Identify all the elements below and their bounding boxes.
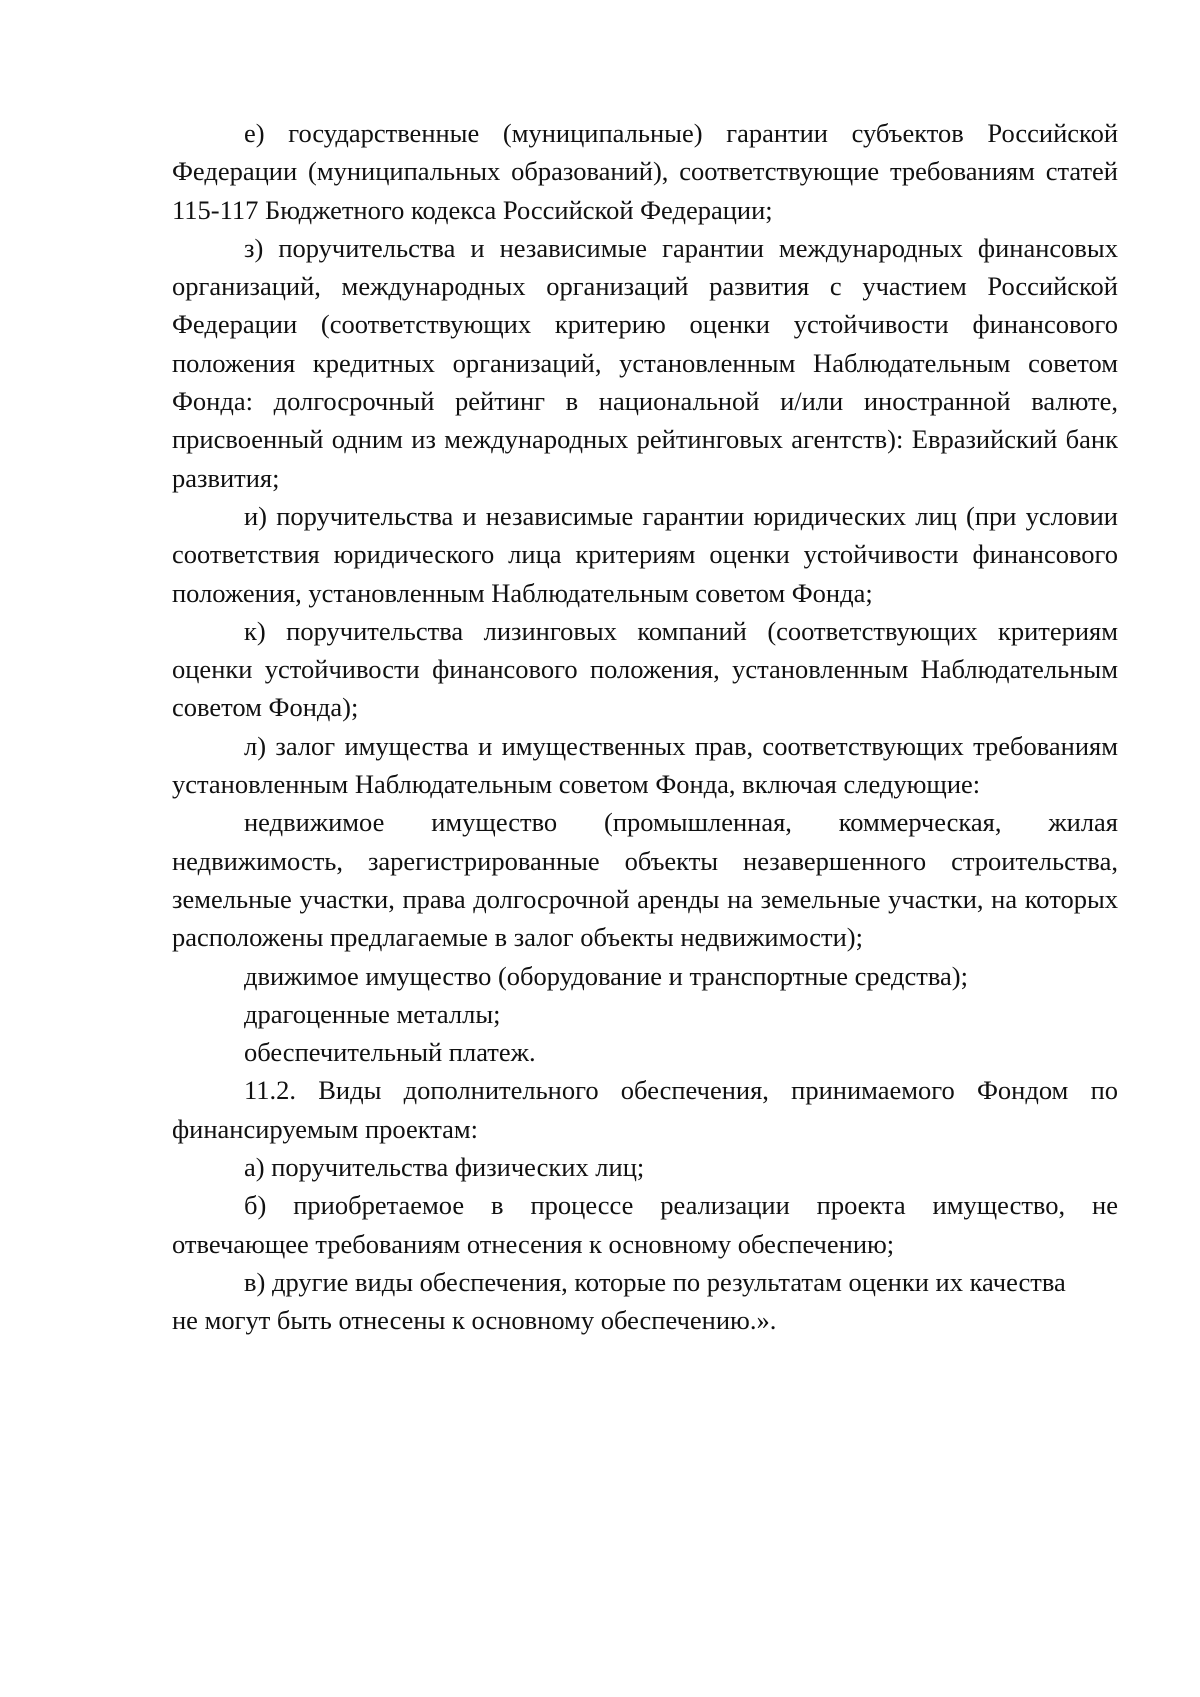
paragraph-i-legal-entity-guarantees: и) поручительства и независимые гарантии юридических лиц (при условии соответствия юридического лица критериям оценки устойчивости финансового положения, установленным Наблюдательным советом Фонда; — [172, 500, 1118, 608]
paragraph-e-state-guarantees: е) государственные (муниципальные) гарантии субъектов Российской Федерации (муниципальных образований), соответствующие требованиям статей 115-117 Бюджетного кодекса Российской Федерации; — [172, 118, 1118, 225]
paragraph-l-pledge: л) залог имущества и имущественных прав, соответствующих требованиям установленным Наблюдательным советом Фонда, включая следующие: — [172, 730, 1118, 800]
paragraph-security-payment: обеспечительный платеж. — [244, 1037, 536, 1068]
paragraph-b-acquired-property: б) приобретаемое в процессе реализации проекта имущество, не отвечающее требованиям отнесения к основному обеспечению; — [172, 1190, 1118, 1259]
paragraph-k-leasing-guarantees: к) поручительства лизинговых компаний (соответствующих критериям оценки устойчивости финансового положения, установленным Наблюдательным советом Фонда); — [172, 615, 1118, 723]
paragraph-a-individual-guarantees: а) поручительства физических лиц; — [244, 1152, 645, 1183]
document-body — [172, 114, 1118, 1340]
paragraph-v-other-security-continued: не могут быть отнесены к основному обеспечению.». — [172, 1305, 777, 1336]
paragraph-11-2-additional-security: 11.2. Виды дополнительного обеспечения, принимаемого Фондом по финансируемым проектам: — [172, 1075, 1118, 1144]
paragraph-real-estate: недвижимое имущество (промышленная, коммерческая, жилая недвижимость, зарегистрированные объекты незавершенного строительства, земельные участки, права долгосрочной аренды на земельные участки, на которых расположены предлагаемые в залог объекты недвижимости); — [172, 807, 1118, 953]
paragraph-v-other-security: в) другие виды обеспечения, которые по результатам оценки их качества — [244, 1266, 1066, 1297]
paragraph-precious-metals: драгоценные металлы; — [244, 998, 501, 1029]
paragraph-z-international-guarantees: з) поручительства и независимые гарантии международных финансовых организаций, международных организаций развития с участием Российской Федерации (соответствующих критерию оценки устойчивости финансового положения кредитных организаций, установленным Наблюдательным советом Фонда: долгосрочный рейтинг в национальной и/или иностранной валюте, присвоенный одним из международных рейтинговых агентств): Евразийский банк развития; — [172, 232, 1118, 493]
paragraph-movable-property: движимое имущество (оборудование и транспортные средства); — [244, 960, 968, 991]
